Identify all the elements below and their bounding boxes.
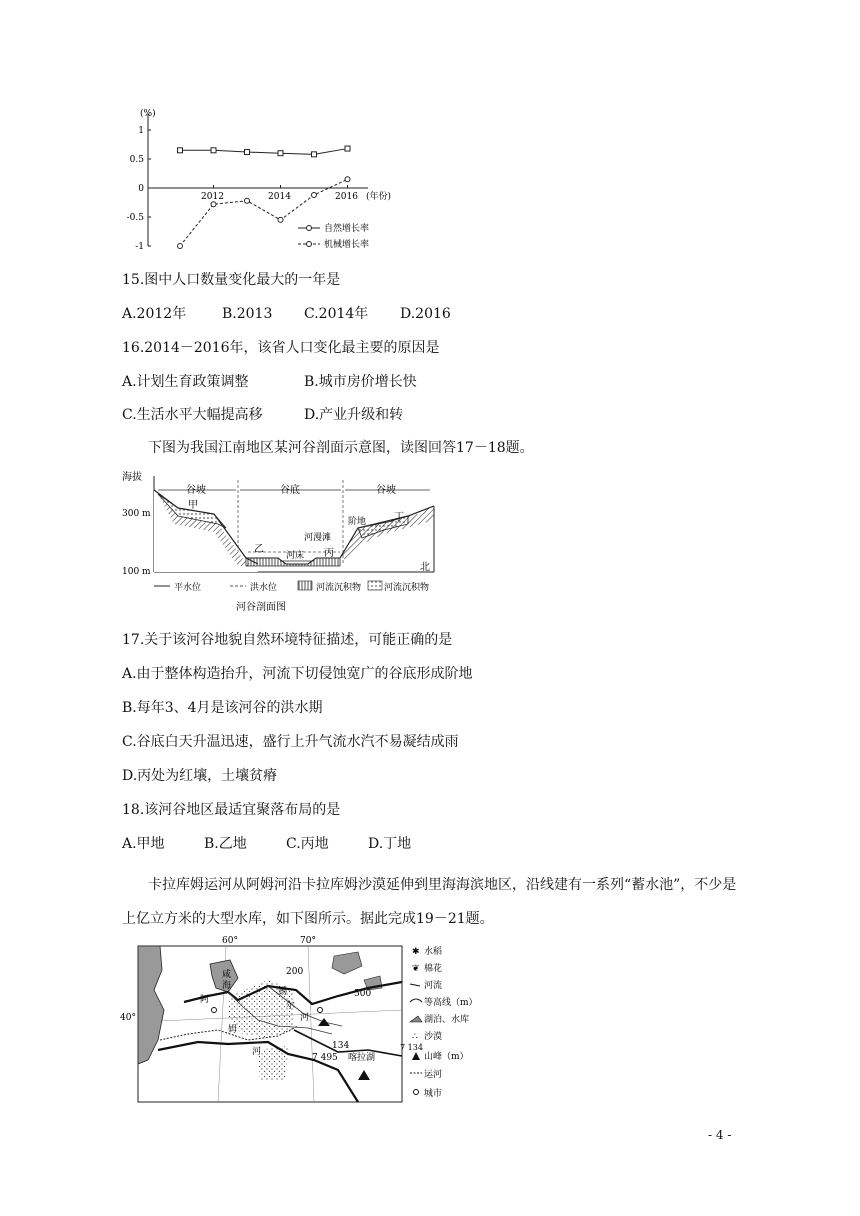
q15-option-a: A.2012年: [122, 306, 187, 322]
map-legend-contour: 等高线（m）: [424, 998, 478, 1008]
y-tick-label: 1: [138, 126, 144, 136]
valley-legend-deposit1: 河流沉积物: [316, 583, 362, 593]
series-point: [278, 217, 283, 222]
page-number: - 4 -: [708, 1128, 732, 1142]
y-tick-label: 0: [138, 184, 144, 194]
svg-text:✱: ✱: [412, 947, 420, 957]
valley-caption: 河谷剖面图: [236, 602, 286, 613]
valley-label-ding: 丁: [394, 512, 404, 523]
legend-label-0: 自然增长率: [324, 224, 370, 234]
map-char-xi: 锡: [278, 987, 288, 997]
y-tick-label: -1: [135, 242, 144, 252]
x-tick-label: 2012: [201, 192, 224, 202]
map-contour-500: 500: [354, 989, 372, 999]
valley-legend-flood: 洪水位: [250, 583, 278, 593]
x-unit: (年份): [366, 192, 392, 202]
valley-label-terrace: 阶地: [348, 517, 367, 527]
series-point: [211, 148, 216, 153]
q17-option-b: B.每年3、4月是该河谷的洪水期: [122, 700, 323, 716]
map-legend-cotton: 棉花: [424, 964, 443, 974]
legend-marker-0: [307, 226, 312, 231]
map-legend: [400, 945, 478, 1099]
valley-profile-diagram: [118, 468, 448, 620]
right-slope-hatch: [340, 506, 434, 560]
map-lake-label: 喀拉湖: [348, 1053, 376, 1063]
map-lon60: 60°: [222, 936, 238, 946]
legend-label-1: 机械增长率: [324, 240, 370, 250]
series-point: [312, 192, 317, 197]
q18-option-b: B.乙地: [204, 836, 247, 852]
valley-label-bing: 丙: [324, 548, 334, 559]
series-point: [345, 146, 350, 151]
q18-stem: 18.该河谷地区最适宜聚落布局的是: [122, 802, 341, 818]
valley-slope-right: 谷坡: [376, 485, 396, 496]
valley-legend-normal: 平水位: [174, 583, 202, 593]
map-char-hai: 海: [222, 981, 232, 991]
series-point: [178, 148, 183, 153]
x-tick-label: 2016: [335, 192, 358, 202]
map-char-er: 尔: [286, 1001, 296, 1011]
y-tick-label: -0.5: [126, 213, 144, 223]
q16-stem: 16.2014－2016年，该省人口变化最主要的原因是: [122, 340, 440, 356]
valley-ylabel: 海拔: [122, 472, 142, 483]
map-elev-134: 134: [332, 1041, 350, 1051]
map-legend-peak: 山峰（m）: [424, 1052, 469, 1062]
q16-option-d: D.产业升级和转: [304, 407, 404, 423]
valley-label-floodplain: 河漫滩: [304, 533, 332, 543]
series-point: [211, 202, 216, 207]
map-char-he2: 河: [300, 1013, 310, 1023]
series-point: [245, 198, 250, 203]
valley-y100: 100 m: [122, 567, 151, 577]
x-tick-label: 2014: [268, 192, 291, 202]
map-legend-canal: 运河: [424, 1070, 443, 1080]
population-growth-chart: [118, 100, 418, 260]
svg-text:∴: ∴: [412, 1032, 418, 1042]
y-unit: (%): [140, 109, 156, 119]
series-point: [278, 151, 283, 156]
karakum-canal-map: [118, 930, 488, 1106]
map-char-mu: 姆: [228, 1025, 238, 1035]
map-lat40: 40°: [120, 1013, 136, 1023]
valley-legend-deposit2: 河流沉积物: [384, 583, 430, 593]
svg-text:❦: ❦: [412, 964, 420, 974]
valley-label-yi: 乙: [254, 544, 264, 555]
map-char-he1: 河: [252, 1047, 262, 1057]
q18-option-a: A.甲地: [122, 836, 165, 852]
series-line-0: [180, 149, 348, 155]
series-point: [245, 150, 250, 155]
map-legend-rice: 水稻: [424, 947, 443, 957]
q16-option-b: B.城市房价增长快: [304, 374, 417, 390]
legend-marker-1: [307, 242, 312, 247]
valley-slope-left: 谷坡: [186, 485, 206, 496]
series-point: [345, 177, 350, 182]
map-legend-river: 河流: [424, 981, 443, 991]
q17-option-c: C.谷底白天升温迅速，盛行上升气流水汽不易凝结成雨: [122, 734, 459, 750]
q15-option-c: C.2014年: [304, 306, 369, 322]
map-contour-200: 200: [286, 967, 304, 977]
map-legend-peak-value: 7 134: [400, 1043, 423, 1052]
valley-label-riverbed: 河床: [286, 551, 305, 561]
valley-bottom: 谷底: [280, 485, 300, 496]
map-char-a: 阿: [200, 995, 210, 1005]
q16-option-a: A.计划生育政策调整: [122, 374, 249, 390]
q17-option-a: A.由于整体构造抬升，河流下切侵蚀宽广的谷底形成阶地: [122, 666, 473, 682]
q15-option-d: D.2016: [400, 306, 451, 322]
map-lon70: 70°: [300, 936, 316, 946]
q18-option-c: C.丙地: [286, 836, 329, 852]
q15-option-b: B.2013: [222, 306, 273, 322]
map-legend-city: 城市: [424, 1089, 443, 1099]
valley-y300: 300 m: [122, 509, 151, 519]
q18-option-d: D.丁地: [368, 836, 412, 852]
valley-north: 北: [420, 562, 430, 573]
series-line-1: [180, 179, 348, 246]
series-point: [178, 244, 183, 249]
map-peak-7495: 7 495: [312, 1053, 338, 1063]
map-legend-lake: 湖泊、水库: [424, 1015, 470, 1025]
valley-label-jia: 甲: [188, 500, 198, 511]
map-char-xian: 咸: [222, 970, 232, 980]
q15-stem: 15.图中人口数量变化最大的一年是: [122, 272, 341, 288]
intro-17-18: 下图为我国江南地区某河谷剖面示意图，读图回答17－18题。: [148, 440, 534, 456]
q16-option-c: C.生活水平大幅提高移: [122, 407, 263, 423]
series-point: [312, 152, 317, 157]
q17-stem: 17.关于该河谷地貌自然环境特征描述，可能正确的是: [122, 632, 453, 648]
map-legend-desert: 沙漠: [424, 1032, 443, 1042]
intro-19-21: 卡拉库姆运河从阿姆河沿卡拉库姆沙漠延伸到里海海滨地区，沿线建有一系列“蓄水池”，不少是上亿立方米的大型水库，如下图所示。据此完成19－21题。: [122, 877, 737, 927]
q17-option-d: D.丙处为红壤，土壤贫瘠: [122, 768, 278, 784]
y-tick-label: 0.5: [129, 155, 144, 165]
